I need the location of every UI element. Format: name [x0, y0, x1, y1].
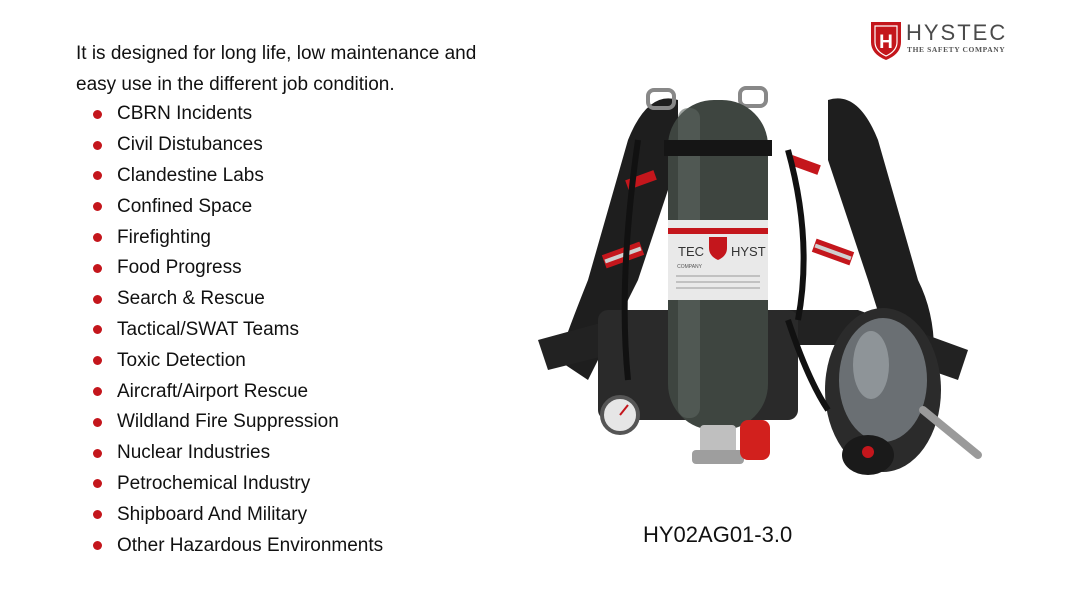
bullet-icon — [93, 325, 102, 334]
list-item-label: CBRN Incidents — [117, 103, 253, 125]
scba-product-image — [528, 80, 988, 500]
list-item-label: Wildland Fire Suppression — [117, 411, 339, 433]
list-item-label: Food Progress — [117, 257, 242, 279]
list-item-label: Tactical/SWAT Teams — [117, 318, 299, 340]
bullet-icon — [93, 295, 102, 304]
list-item-label: Aircraft/Airport Rescue — [117, 380, 309, 402]
brand-name: HYSTEC — [906, 20, 1008, 45]
cylinder-label-right: HYST — [731, 244, 766, 259]
list-item — [93, 345, 383, 376]
list-item — [93, 407, 383, 438]
list-item — [93, 161, 383, 192]
list-item-label: Toxic Detection — [117, 349, 246, 371]
bullet-icon — [93, 387, 102, 396]
list-item — [93, 99, 383, 130]
list-item — [93, 376, 383, 407]
bullet-icon — [93, 264, 102, 273]
list-item — [93, 530, 383, 561]
list-item-label: Civil Distubances — [117, 134, 263, 156]
list-item — [93, 284, 383, 315]
list-item — [93, 499, 383, 530]
list-item-label: Clandestine Labs — [117, 164, 264, 186]
model-number: HY02AG01-3.0 — [643, 522, 793, 547]
logo-letter: H — [879, 32, 893, 53]
list-item — [93, 253, 383, 284]
brand-tagline: THE SAFETY COMPANY — [907, 45, 1006, 54]
list-item — [93, 130, 383, 161]
bullet-icon — [93, 449, 102, 458]
list-item-label: Nuclear Industries — [117, 442, 271, 464]
bullet-icon — [93, 510, 102, 519]
list-item — [93, 191, 383, 222]
list-item-label: Firefighting — [117, 226, 211, 248]
bullet-icon — [93, 541, 102, 550]
intro-paragraph: It is designed for long life, low maintenance and easy use in the different job condition. — [76, 43, 477, 95]
list-item — [93, 469, 383, 500]
applications-list — [93, 99, 383, 561]
cylinder-sublabel: COMPANY — [677, 264, 702, 270]
bullet-icon — [93, 479, 102, 488]
bullet-icon — [93, 356, 102, 365]
bullet-icon — [93, 202, 102, 211]
list-item-label: Shipboard And Military — [117, 503, 308, 525]
list-item — [93, 315, 383, 346]
list-item — [93, 438, 383, 469]
list-item-label: Other Hazardous Environments — [117, 534, 384, 556]
list-item-label: Petrochemical Industry — [117, 472, 311, 494]
bullet-icon — [93, 141, 102, 150]
list-item — [93, 222, 383, 253]
list-item-label: Confined Space — [117, 195, 253, 217]
bullet-icon — [93, 171, 102, 180]
bullet-icon — [93, 110, 102, 119]
bullet-icon — [93, 233, 102, 242]
cylinder-label-left: TEC — [678, 244, 704, 259]
bullet-icon — [93, 418, 102, 427]
list-item-label: Search & Rescue — [117, 288, 265, 310]
